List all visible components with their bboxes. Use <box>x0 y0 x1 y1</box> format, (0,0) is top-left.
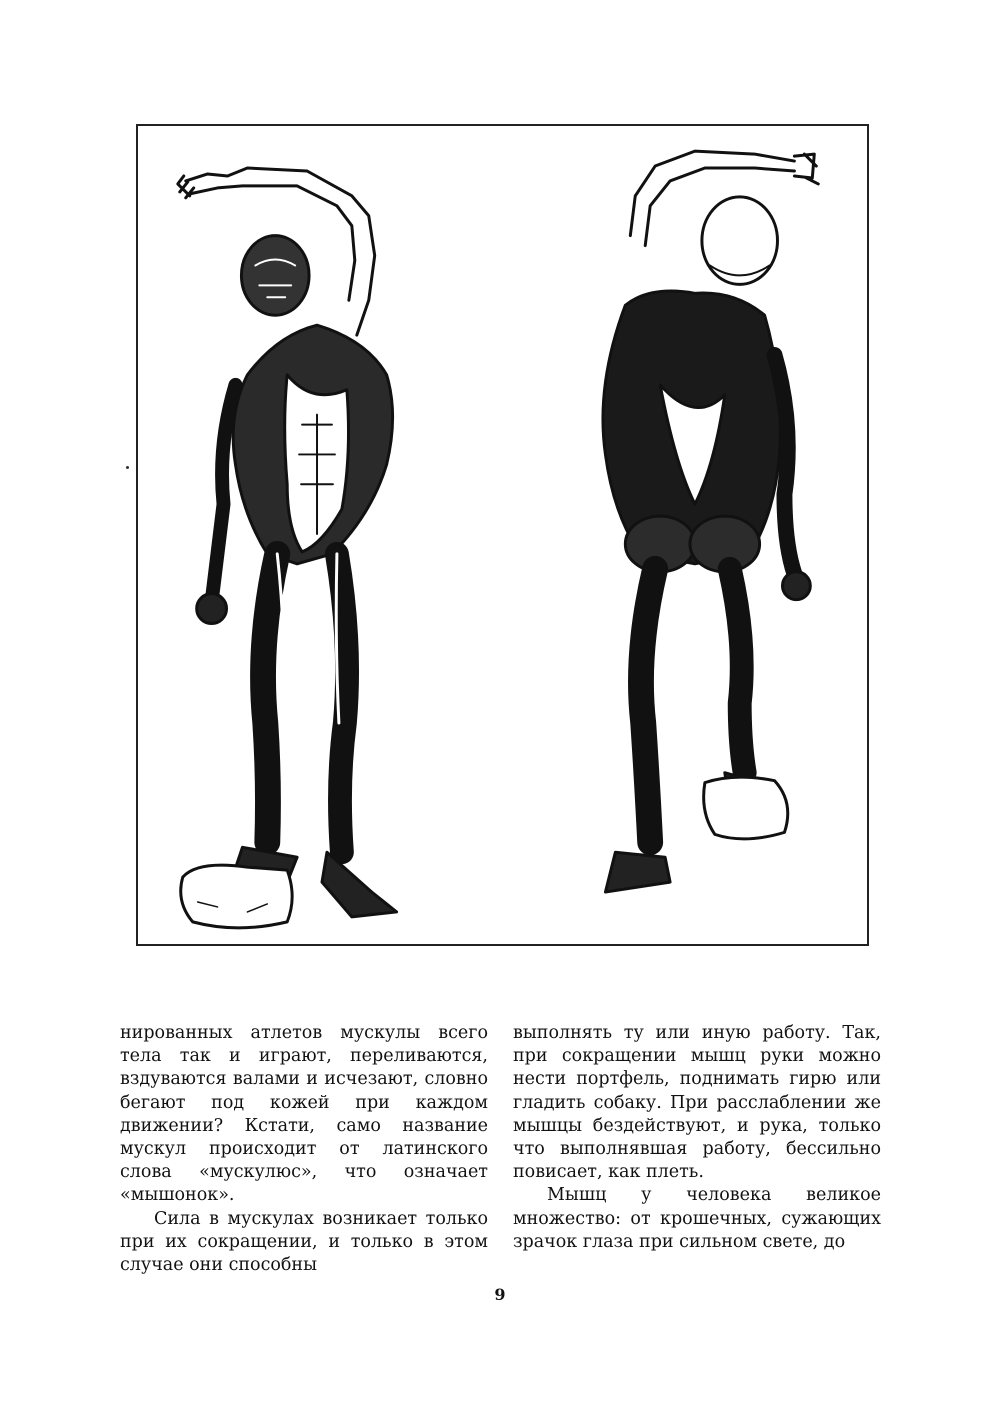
text-column-left <box>120 1022 488 1277</box>
anatomical-figure-front <box>178 168 397 928</box>
page-number: 9 <box>494 1285 506 1304</box>
anatomy-illustration <box>138 126 867 944</box>
anatomical-figure-back <box>603 151 818 892</box>
paragraph: Сила в мускулах возникает только при их сокращении, и только в этом случае они способны <box>120 1208 488 1276</box>
paragraph: Мышц у человека великое множество: от крошечных, сужающих зрачок глаза при сильном свете, до <box>513 1185 881 1252</box>
paragraph: нированных атлетов мускулы всего тела так и играют, переливаются, вздуваются валами и исчезают, словно бегают под кожей при каждом движении? Кстати, само название мускул происходит от латинского слова «мускулюс», что означает «мышонок». <box>120 1023 488 1206</box>
paragraph: выполнять ту или иную работу. Так, при сокращении мышц руки можно нести портфель, поднимать гирю или гладить собаку. При расслаблении же мышцы бездействуют, и рука, только что выполнявшая работу, бессильно повисает, как плеть. <box>513 1023 881 1183</box>
scan-speck <box>126 466 129 469</box>
anatomy-figure-frame <box>136 124 869 946</box>
text-column-right <box>513 1022 881 1254</box>
